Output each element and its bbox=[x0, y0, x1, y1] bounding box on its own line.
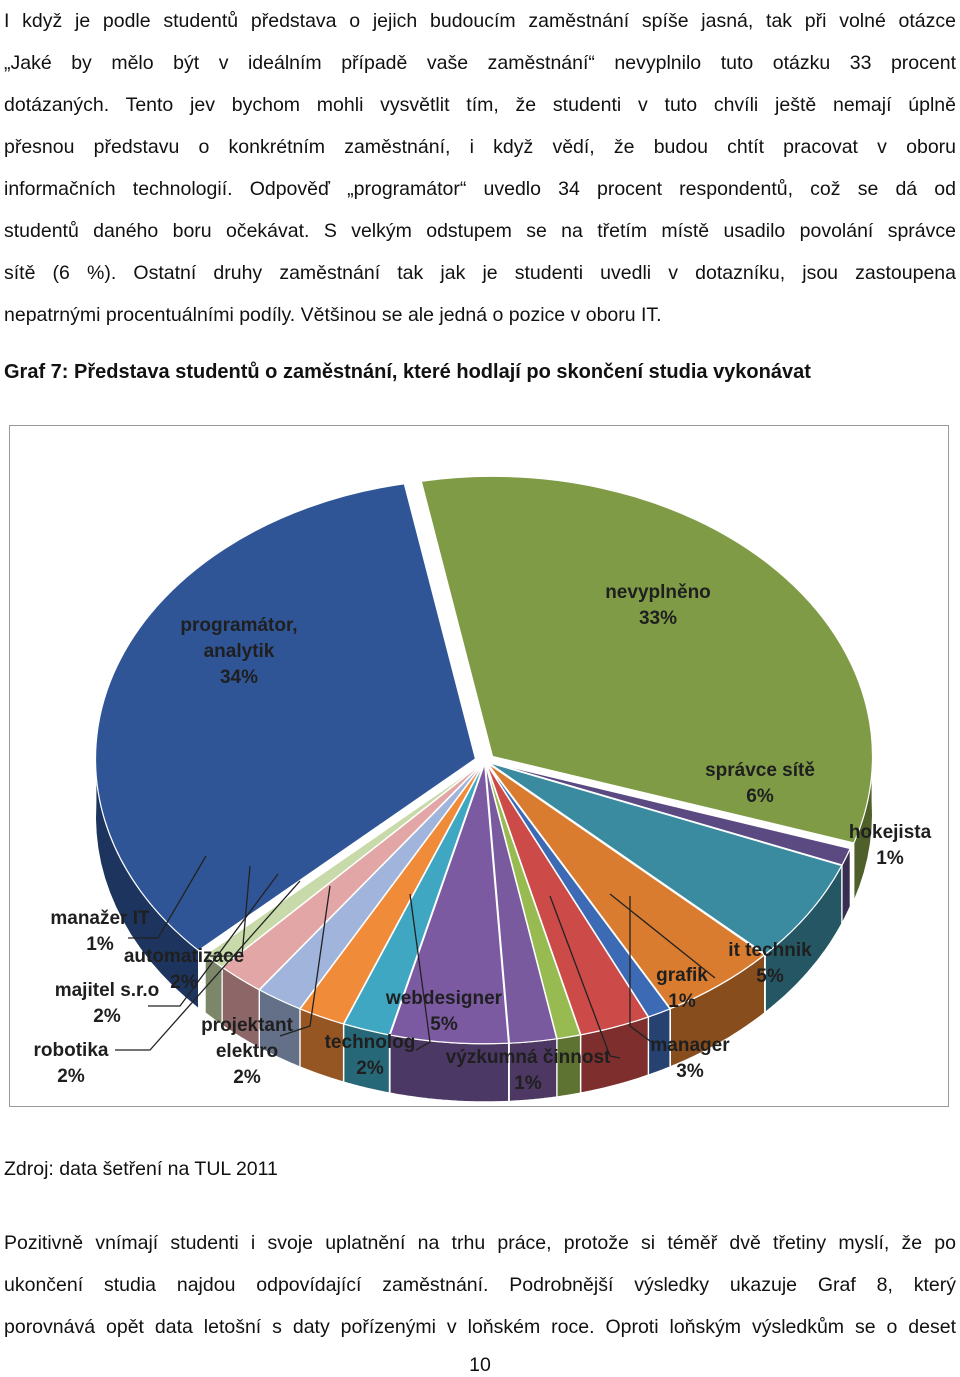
text-line: Pozitivně vnímají studenti i svoje uplatnění na trhu práce, protože si téměř dvě třetiny myslí, že po bbox=[4, 1232, 956, 1254]
slice-label-line: správce sítě bbox=[705, 760, 815, 781]
slice-label-line: manažer IT bbox=[50, 908, 150, 929]
slice-label-line: 34% bbox=[219, 667, 259, 688]
slice-label-line: webdesigner bbox=[385, 988, 503, 1009]
slice-label-line: 1% bbox=[668, 991, 696, 1012]
pie-chart bbox=[9, 425, 949, 1107]
source-note: Zdroj: data šetření na TUL 2011 bbox=[4, 1158, 278, 1180]
text-line: informačních technologií. Odpověď „programátor“ uvedlo 34 procent respondentů, což se dá od bbox=[4, 178, 956, 200]
text-line: studentů daného boru očekávat. S velkým odstupem se na třetím místě usadilo povolání správce bbox=[4, 220, 956, 242]
slice-label-line: hokejista bbox=[848, 822, 932, 843]
page-number: 10 bbox=[469, 1354, 491, 1376]
slice-label-line: 1% bbox=[514, 1073, 542, 1094]
slice-label-line: 33% bbox=[638, 608, 678, 629]
text-line: porovnává opět data letošní s daty pořízenými v loňském roce. Oproti loňským výsledkům se o deset bbox=[4, 1316, 956, 1338]
slice-label-line: 2% bbox=[356, 1058, 384, 1079]
pie-chart-svg bbox=[10, 426, 948, 1106]
slice-label bbox=[34, 1040, 109, 1087]
slice-label-line: 1% bbox=[86, 934, 114, 955]
text-line: dotázaných. Tento jev bychom mohli vysvětlit tím, že studenti v tuto chvíli ještě nemají úplně bbox=[4, 94, 956, 116]
slice-label-line: 2% bbox=[233, 1067, 261, 1088]
slice-label-line: automatizace bbox=[123, 946, 245, 967]
slice-label-line: 1% bbox=[876, 848, 904, 869]
slice-label-line: programátor, bbox=[180, 615, 298, 636]
slice-label-line: výzkumná činnost bbox=[445, 1047, 611, 1068]
slice-label-line: projektant bbox=[201, 1015, 293, 1036]
slice-label-line: nevyplněno bbox=[605, 582, 711, 603]
paragraph-1 bbox=[4, 0, 956, 336]
text-line: ukončení studia najdou odpovídající zaměstnání. Podrobnější výsledky ukazuje Graf 8, který bbox=[4, 1274, 956, 1296]
slice-label-line: technolog bbox=[324, 1032, 416, 1053]
chart-caption: Graf 7: Představa studentů o zaměstnání, které hodlají po skončení studia vykonávat bbox=[4, 361, 811, 383]
slice-label-line: elektro bbox=[215, 1041, 279, 1062]
slice-label-line: 2% bbox=[57, 1066, 85, 1087]
text-line: „Jaké by mělo být v ideálním případě vaše zaměstnání“ nevyplnilo tuto otázku 33 procent bbox=[4, 52, 956, 74]
slice-label-line: 5% bbox=[430, 1014, 458, 1035]
slice-label-line: it technik bbox=[728, 940, 812, 961]
slice-label-line: robotika bbox=[33, 1040, 109, 1061]
slice-label-line: manager bbox=[650, 1035, 730, 1056]
text-line: přesnou představu o konkrétním zaměstnání, i když vědí, že budou chtít pracovat v oboru bbox=[4, 136, 956, 158]
slice-label-line: 5% bbox=[756, 966, 784, 987]
text-line: I když je podle studentů představa o jejich budoucím zaměstnání spíše jasná, tak při volné otázce bbox=[4, 10, 956, 32]
slice-label-line: 3% bbox=[676, 1061, 704, 1082]
text-line: sítě (6 %). Ostatní druhy zaměstnání tak jak je studenti uvedli v dotazníku, jsou zastoupena bbox=[4, 262, 956, 284]
slice-label-line: grafik bbox=[656, 965, 708, 986]
slice-label-line: 6% bbox=[746, 786, 774, 807]
text-line: nepatrnými procentuálními podíly. Většinou se ale jedná o pozice v oboru IT. bbox=[4, 304, 662, 326]
paragraph-2 bbox=[4, 1222, 956, 1348]
slice-label bbox=[55, 980, 160, 1027]
slice-label-line: majitel s.r.o bbox=[54, 980, 160, 1001]
slice-label-line: 2% bbox=[93, 1006, 121, 1027]
slice-label-line: 2% bbox=[170, 972, 198, 993]
slice-label-line: analytik bbox=[203, 641, 275, 662]
